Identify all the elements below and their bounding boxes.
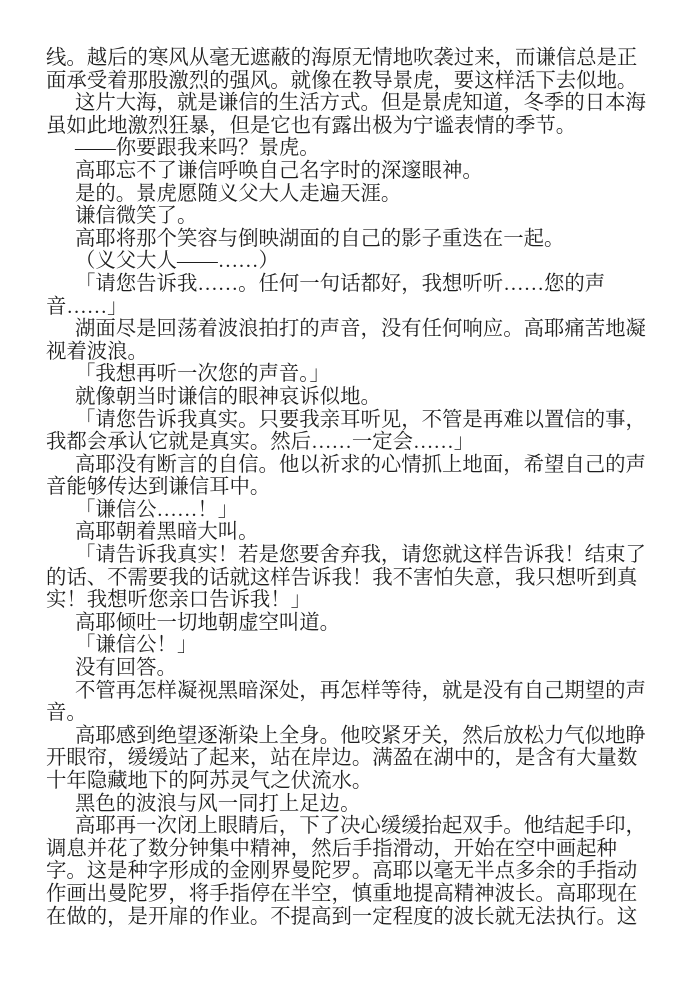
text-line: 虽如此地激烈狂暴，但是它也有露出极为宁谧表情的季节。 [46,114,577,137]
text-line: 实！我想听您亲口告诉我！」 [46,589,312,612]
text-line: 字。这是种字形成的金刚界曼陀罗。高耶以毫无半点多余的手指动 [46,860,638,883]
text-line: 「请您告诉我……。任何一句话都好，我想听听……您的声 [75,272,606,295]
text-line: 「谦信公……！」 [75,498,239,521]
text-line: 音。 [46,702,87,725]
text-line: 湖面尽是回荡着波浪拍打的声音，没有任何响应。高耶痛苦地凝 [75,318,646,341]
text-line: 线。越后的寒风从毫无遮蔽的海原无情地吹袭过来，而谦信总是正 [46,47,638,69]
text-line: 高耶没有断言的自信。他以祈求的心情抓上地面，希望自己的声 [75,453,646,476]
text-line: 就像朝当时谦信的眼神哀诉似地。 [75,385,381,408]
text-line: 高耶朝着黑暗大叫。 [75,521,259,544]
text-line: 高耶感到绝望逐渐染上全身。他咬紧牙关，然后放松力气似地睁 [75,724,646,747]
text-line: 视着波浪。 [46,340,148,363]
text-line: 「请您告诉我真实。只要我亲耳听见，不管是再难以置信的事， [75,408,646,431]
text-line: 作画出曼陀罗，将手指停在半空，慎重地提高精神波长。高耶现在 [46,882,638,905]
text-line: 我都会承认它就是真实。然后……一定会……」 [46,431,475,454]
text-line: 音……」 [46,295,128,318]
text-line: 这片大海，就是谦信的生活方式。但是景虎知道，冬季的日本海 [75,92,646,115]
text-line: 调息并花了数分钟集中精神，然后手指滑动，开始在空中画起种 [46,837,617,860]
text-line: 「请告诉我真实！若是您要舍弃我，请您就这样告诉我！结束了 [75,544,646,567]
text-line: 没有回答。 [75,657,177,680]
text-line: 音能够传达到谦信耳中。 [46,476,271,499]
text-line: 是的。景虎愿随义父大人走遍天涯。 [75,182,402,205]
text-line: 在做的，是开扉的作业。不提高到一定程度的波长就无法执行。这 [46,905,638,928]
text-line: ——你要跟我来吗？景虎。 [75,137,320,160]
text-line: 谦信微笑了。 [75,205,198,228]
text-line: 面承受着那股激烈的强风。就像在教导景虎，要这样活下去似地。 [46,69,638,92]
text-line: 开眼帘，缓缓站了起来，站在岸边。满盈在湖中的，是含有大量数 [46,747,638,770]
text-line: 高耶将那个笑容与倒映湖面的自己的影子重迭在一起。 [75,227,565,250]
text-line: 高耶再一次闭上眼睛后，下了决心缓缓抬起双手。他结起手印， [75,815,646,838]
text-line: 「我想再听一次您的声音。」 [75,363,330,386]
text-line: 高耶倾吐一切地朝虚空叫道。 [75,611,341,634]
text-line: 十年隐藏地下的阿苏灵气之伏流水。 [46,770,373,792]
text-line: 的话、不需要我的话就这样告诉我！我不害怕失意，我只想听到真 [46,566,638,589]
text-block [46,47,660,928]
text-line: （义父大人——……） [75,250,279,273]
text-line: 高耶忘不了谦信呼唤自己名字时的深邃眼神。 [75,159,483,182]
text-line: 黑色的波浪与风一同打上足边。 [75,792,361,815]
text-line: 不管再怎样凝视黑暗深处，再怎样等待，就是没有自己期望的声 [75,679,646,702]
text-line: 「谦信公！」 [75,634,198,657]
